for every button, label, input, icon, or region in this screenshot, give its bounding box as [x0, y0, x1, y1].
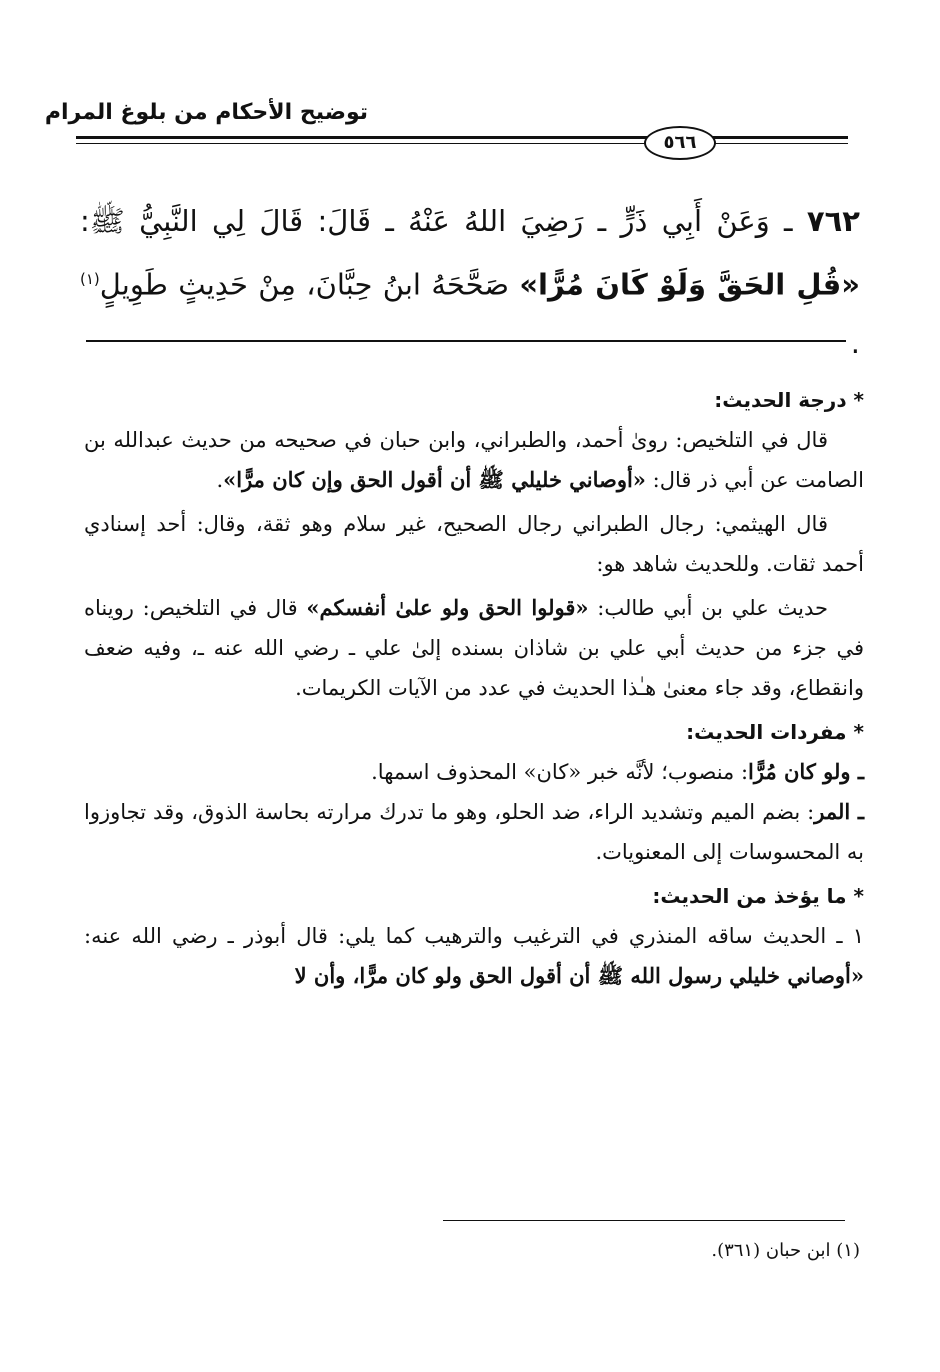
commentary-body [84, 380, 864, 996]
grade-p3-rest: قال في التلخيص: رويناه في جزء من حديث أبي علي بن شاذان بسنده إلىٰ علي ـ رضي الله عنه ـ، وفيه ضعف وانقطاع، وقد جاء معنىٰ هـٰذا الحديث في عدد من الآيات الكريمات. [84, 596, 864, 700]
page-number: ٥٦٦ [644, 126, 716, 160]
vocab-item-2 [84, 792, 864, 872]
header-rule-thin [76, 143, 848, 144]
footnote-rule [443, 1220, 845, 1221]
lesson-item-1 [84, 916, 864, 996]
hadith-intro: ـ وَعَنْ أَبِي ذَرٍّ ـ رَضِيَ اللهُ عَنْهُ ـ قَالَ: قَالَ لِي النَّبِيُّ ﷺ: [80, 204, 807, 238]
header-rule-thick [76, 136, 848, 139]
grade-paragraph-3 [84, 588, 864, 708]
heading-grade: * درجة الحديث: [714, 388, 864, 412]
vocab-term-2: ـ المر [814, 799, 864, 824]
hadith-number: ٧٦٢ [806, 204, 860, 238]
grade-p1-text: قال في التلخيص: روىٰ أحمد، والطبراني، وابن حبان في صحيحه من حديث عبدالله بن الصامت عن أبي ذر قال: [84, 428, 864, 492]
grade-paragraph-2: قال الهيثمي: رجال الطبراني رجال الصحيح، غير سلام وهو ثقة، وقال: أحد إسنادي أحمد ثقات. وللحديث شاهد هو: [84, 512, 864, 576]
grade-p3-quote: «قولوا الحق ولو علىٰ أنفسكم» [306, 595, 589, 620]
vocab-def-1: : منصوب؛ لأنَّه خبر «كان» المحذوف اسمها. [371, 760, 749, 784]
hadith-end: . [850, 325, 860, 360]
running-title: توضيح الأحكام من بلوغ المرام [44, 100, 368, 125]
hadith-quote: «قُلِ الحَقَّ وَلَوْ كَانَ مُرًّا» [519, 267, 860, 302]
lesson-1-quote: «أوصاني خليلي رسول الله ﷺ أن أقول الحق ولو كان مرًّا، وأن لا [294, 963, 864, 988]
hadith-text [80, 192, 860, 372]
heading-lessons: * ما يؤخذ من الحديث: [652, 884, 864, 908]
section-divider [86, 340, 846, 342]
vocab-def-2: : بضم الميم وتشديد الراء، ضد الحلو، وهو ما تدرك مرارته بحاسة الذوق، وقد تجاوزوا به المحسوسات إلى المعنويات. [84, 800, 864, 864]
footnote: (١) ابن حبان (٣٦١). [711, 1240, 860, 1261]
footnote-ref: (١) [80, 270, 100, 288]
lesson-1-text: ١ ـ الحديث ساقه المنذري في الترغيب والترهيب كما يلي: قال أبوذر ـ رضي الله عنه: [84, 924, 864, 948]
hadith-source: صَحَّحَهُ ابنُ حِبَّانَ، مِنْ حَدِيثٍ طَوِيلٍ [99, 267, 520, 302]
grade-p1-end: . [216, 468, 224, 492]
heading-vocab: * مفردات الحديث: [686, 720, 864, 744]
vocab-term-1: ـ ولو كان مُرًّا [748, 759, 864, 784]
vocab-item-1 [84, 752, 864, 792]
grade-paragraph-1 [84, 420, 864, 500]
grade-p3-text: حديث علي بن أبي طالب: [588, 596, 828, 620]
grade-p1-quote: «أوصاني خليلي ﷺ أن أقول الحق وإن كان مرًّا» [223, 467, 646, 492]
